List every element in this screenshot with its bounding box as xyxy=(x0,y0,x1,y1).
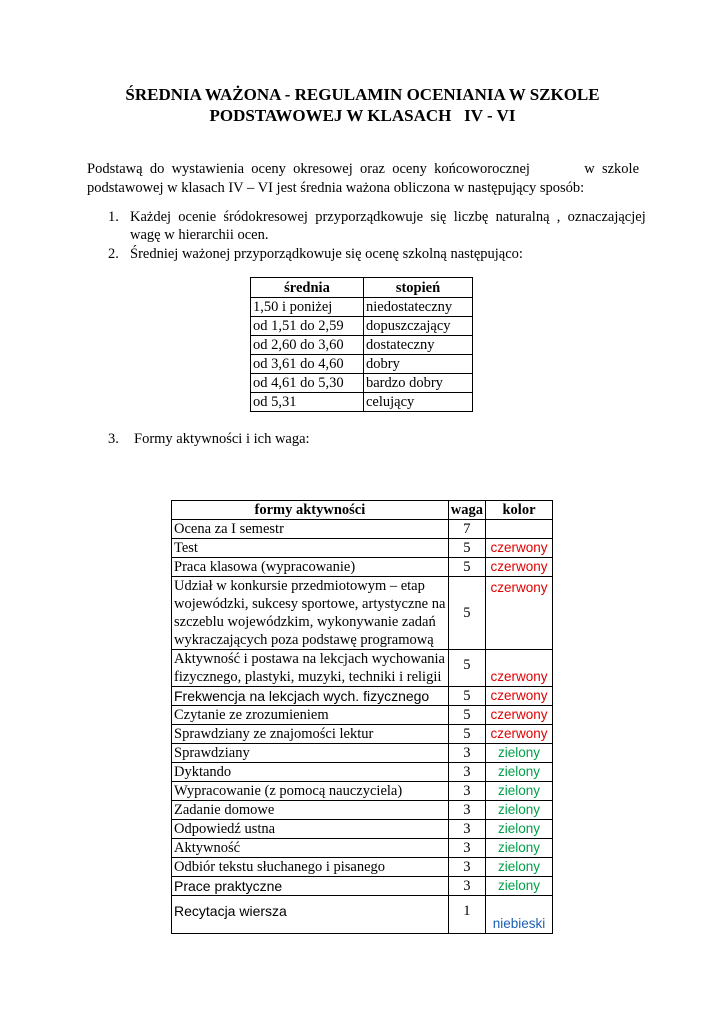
table-row xyxy=(251,393,473,412)
title-line-2: PODSTAWOWEJ W KLASACH IV - VI xyxy=(209,106,516,125)
intro-line-2: podstawowej w klasach IV – VI jest średnia ważona obliczona w następujący sposób: xyxy=(87,180,585,196)
activity-name-cell: Czytanie ze zrozumieniem xyxy=(172,706,449,725)
color-cell: zielony xyxy=(486,801,553,820)
color-cell: czerwony xyxy=(486,539,553,558)
color-cell: zielony xyxy=(486,877,553,896)
table-cell: od 1,51 do 2,59 xyxy=(251,317,364,336)
activity-name-cell: Udział w konkursie przedmiotowym – etap wojewódzki, sukcesy sportowe, artystyczne na szczeblu wojewódzkim, wykonywanie zadań wykraczających poza podstawę programową xyxy=(172,577,449,650)
color-cell: zielony xyxy=(486,839,553,858)
color-cell: zielony xyxy=(486,782,553,801)
table-row xyxy=(172,782,553,801)
table-cell: dopuszczający xyxy=(364,317,473,336)
color-cell: zielony xyxy=(486,820,553,839)
table-row xyxy=(251,298,473,317)
table-row xyxy=(172,577,553,650)
table-row xyxy=(172,744,553,763)
weight-cell: 3 xyxy=(448,801,485,820)
color-cell: czerwony xyxy=(486,650,553,687)
table-row xyxy=(172,539,553,558)
grade-scale-table xyxy=(250,277,473,412)
list-item xyxy=(108,208,646,244)
color-cell: czerwony xyxy=(486,558,553,577)
table-cell: od 5,31 xyxy=(251,393,364,412)
intro-paragraph xyxy=(87,160,639,198)
table-header: średnia xyxy=(251,278,364,298)
table-row xyxy=(172,520,553,539)
table-header: waga xyxy=(448,501,485,520)
table-cell: od 3,61 do 4,60 xyxy=(251,355,364,374)
activity-name-cell: Prace praktyczne xyxy=(172,877,449,896)
table-cell: dobry xyxy=(364,355,473,374)
list-text: jej xyxy=(631,209,646,225)
table-cell: bardzo dobry xyxy=(364,374,473,393)
list-text: wagę w hierarchii ocen. xyxy=(130,227,269,243)
list-number: 2. xyxy=(108,246,119,262)
table-row xyxy=(172,858,553,877)
activity-name-cell: Aktywność xyxy=(172,839,449,858)
weight-cell: 7 xyxy=(448,520,485,539)
color-cell: czerwony xyxy=(486,725,553,744)
weight-cell: 3 xyxy=(448,744,485,763)
table-row xyxy=(172,725,553,744)
table-row xyxy=(172,650,553,687)
weight-cell: 3 xyxy=(448,858,485,877)
color-cell: zielony xyxy=(486,858,553,877)
weight-cell: 5 xyxy=(448,706,485,725)
table-row xyxy=(251,317,473,336)
color-cell: czerwony xyxy=(486,577,553,650)
color-cell xyxy=(486,520,553,539)
table-row xyxy=(172,896,553,934)
table-row xyxy=(251,374,473,393)
table-cell: dostateczny xyxy=(364,336,473,355)
list-text: Formy aktywności i ich waga: xyxy=(134,431,310,447)
weight-cell: 3 xyxy=(448,877,485,896)
table-cell: od 4,61 do 5,30 xyxy=(251,374,364,393)
activity-name-cell: Aktywność i postawa na lekcjach wychowania fizycznego, plastyki, muzyki, techniki i religii xyxy=(172,650,449,687)
title-line-1: ŚREDNIA WAŻONA - REGULAMIN OCENIANIA W SZKOLE xyxy=(125,85,600,104)
color-cell: czerwony xyxy=(486,706,553,725)
table-header: stopień xyxy=(364,278,473,298)
numbered-list xyxy=(108,208,646,264)
activity-name-cell: Sprawdziany xyxy=(172,744,449,763)
weight-cell: 5 xyxy=(448,539,485,558)
table-header: formy aktywności xyxy=(172,501,449,520)
table-row xyxy=(172,706,553,725)
activity-name-cell: Zadanie domowe xyxy=(172,801,449,820)
document-title xyxy=(60,84,665,126)
weight-cell: 5 xyxy=(448,687,485,706)
weight-cell: 5 xyxy=(448,725,485,744)
table-row xyxy=(172,839,553,858)
intro-line-1a: Podstawą do wystawienia oceny okresowej oraz oceny końcoworocznej xyxy=(87,161,530,177)
list-text: Każdej ocenie śródokresowej przyporządkowuje się liczbę naturalną , oznaczając xyxy=(130,209,632,225)
table-row xyxy=(172,687,553,706)
activity-weight-table xyxy=(171,500,553,934)
list-number: 1. xyxy=(108,209,119,225)
color-cell: zielony xyxy=(486,744,553,763)
list-number: 3. xyxy=(108,431,119,447)
activity-name-cell: Test xyxy=(172,539,449,558)
weight-cell: 5 xyxy=(448,577,485,650)
table-row xyxy=(172,820,553,839)
color-cell: niebieski xyxy=(486,896,553,934)
table-cell: celujący xyxy=(364,393,473,412)
activity-name-cell: Dyktando xyxy=(172,763,449,782)
list-text: Średniej ważonej przyporządkowuje się ocenę szkolną następująco: xyxy=(130,246,523,262)
activity-name-cell: Frekwencja na lekcjach wych. fizycznego xyxy=(172,687,449,706)
table-row xyxy=(172,801,553,820)
color-cell: zielony xyxy=(486,763,553,782)
table-row xyxy=(172,558,553,577)
table-cell: 1,50 i poniżej xyxy=(251,298,364,317)
table-row xyxy=(172,763,553,782)
section-3-heading xyxy=(108,430,310,448)
activity-name-cell: Ocena za I semestr xyxy=(172,520,449,539)
table-cell: od 2,60 do 3,60 xyxy=(251,336,364,355)
weight-cell: 3 xyxy=(448,782,485,801)
table-row xyxy=(251,355,473,374)
weight-cell: 3 xyxy=(448,820,485,839)
color-cell: czerwony xyxy=(486,687,553,706)
table-header: kolor xyxy=(486,501,553,520)
activity-name-cell: Recytacja wiersza xyxy=(172,896,449,934)
weight-cell: 5 xyxy=(448,650,485,687)
activity-name-cell: Odbiór tekstu słuchanego i pisanego xyxy=(172,858,449,877)
activity-name-cell: Sprawdziany ze znajomości lektur xyxy=(172,725,449,744)
intro-line-1b: w szkole xyxy=(584,161,639,177)
activity-name-cell: Praca klasowa (wypracowanie) xyxy=(172,558,449,577)
activity-name-cell: Wypracowanie (z pomocą nauczyciela) xyxy=(172,782,449,801)
list-item xyxy=(108,245,640,263)
table-cell: niedostateczny xyxy=(364,298,473,317)
weight-cell: 3 xyxy=(448,839,485,858)
weight-cell: 1 xyxy=(448,896,485,934)
table-row xyxy=(251,336,473,355)
weight-cell: 3 xyxy=(448,763,485,782)
weight-cell: 5 xyxy=(448,558,485,577)
table-row xyxy=(172,877,553,896)
activity-name-cell: Odpowiedź ustna xyxy=(172,820,449,839)
